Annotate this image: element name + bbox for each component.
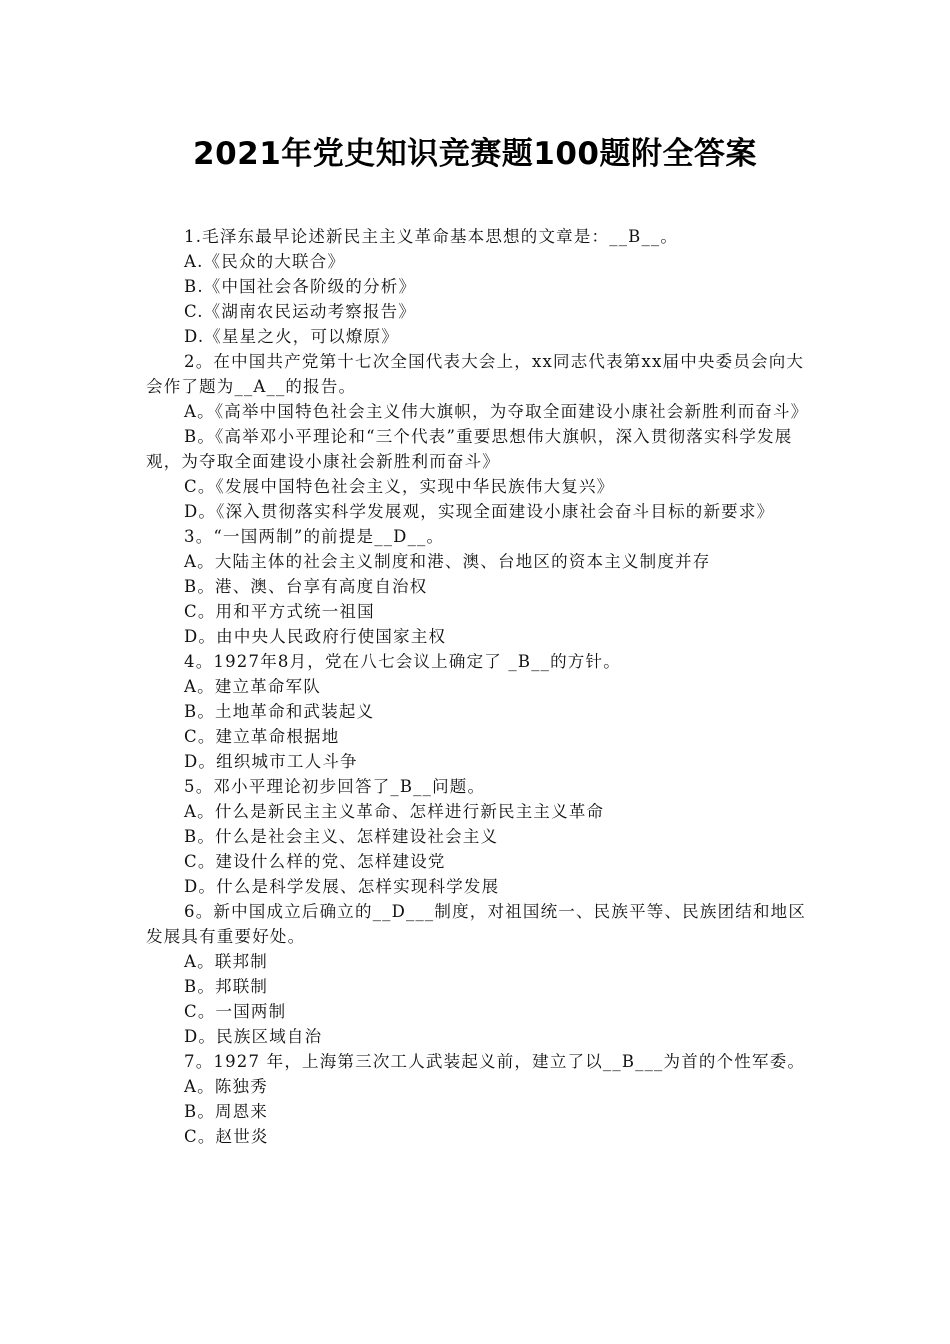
document-line: A。什么是新民主主义革命、怎样进行新民主主义革命 bbox=[184, 802, 605, 821]
document-line: C.《湖南农民运动考察报告》 bbox=[184, 302, 417, 321]
document-line: D。《深入贯彻落实科学发展观，实现全面建设小康社会奋斗目标的新要求》 bbox=[184, 502, 775, 521]
document-line: C。用和平方式统一祖国 bbox=[184, 602, 375, 621]
document-body bbox=[146, 224, 808, 1149]
document-line: 7。1927 年，上海第三次工人武装起义前，建立了以__B___为首的个性军委。 bbox=[184, 1052, 806, 1071]
document-line: C。《发展中国特色社会主义，实现中华民族伟大复兴》 bbox=[184, 477, 615, 496]
document-line: B。港、澳、台享有高度自治权 bbox=[184, 577, 428, 596]
document-line: B。什么是社会主义、怎样建设社会主义 bbox=[184, 827, 499, 846]
document-line: 4。1927年8月，党在八七会议上确定了 _B__的方针。 bbox=[184, 652, 621, 671]
document-line: 1.毛泽东最早论述新民主主义革命基本思想的文章是：__B__。 bbox=[184, 227, 679, 246]
document-line: C。建立革命根据地 bbox=[184, 727, 340, 746]
document-line: B.《中国社会各阶级的分析》 bbox=[184, 277, 417, 296]
document-line: C。一国两制 bbox=[184, 1002, 287, 1021]
document-line: B。周恩来 bbox=[184, 1102, 269, 1121]
document-title: 2021年党史知识竞赛题100题附全答案 bbox=[193, 136, 757, 172]
document-line: 3。“一国两制”的前提是__D__。 bbox=[184, 527, 445, 546]
document-line: D。由中央人民政府行使国家主权 bbox=[184, 627, 447, 646]
document-line: B。《高举邓小平理论和“三个代表”重要思想伟大旗帜，深入贯彻落实科学发展观，为夺取全面建设小康社会新胜利而奋斗》 bbox=[146, 427, 793, 471]
document-line: A。联邦制 bbox=[184, 952, 268, 971]
document-line: C。建设什么样的党、怎样建设党 bbox=[184, 852, 446, 871]
document-line: A。《高举中国特色社会主义伟大旗帜，为夺取全面建设小康社会新胜利而奋斗》 bbox=[184, 402, 809, 421]
document-line: D。组织城市工人斗争 bbox=[184, 752, 358, 771]
document-line: 6。新中国成立后确立的__D___制度，对祖国统一、民族平等、民族团结和地区发展具有重要好处。 bbox=[146, 902, 807, 946]
document-line: 2。在中国共产党第十七次全国代表大会上，xx同志代表第xx届中央委员会向大会作了题为__A__的报告。 bbox=[146, 352, 805, 396]
document-line: A。大陆主体的社会主义制度和港、澳、台地区的资本主义制度并存 bbox=[184, 552, 711, 571]
document-line: D。什么是科学发展、怎样实现科学发展 bbox=[184, 877, 500, 896]
document-line: C。赵世炎 bbox=[184, 1127, 269, 1146]
document-line: D。民族区域自治 bbox=[184, 1027, 323, 1046]
document-line: A。建立革命军队 bbox=[184, 677, 322, 696]
document-line: B。邦联制 bbox=[184, 977, 269, 996]
document-line: A.《民众的大联合》 bbox=[184, 252, 346, 271]
document-line: D.《星星之火，可以燎原》 bbox=[184, 327, 399, 346]
document-line: A。陈独秀 bbox=[184, 1077, 268, 1096]
document-line: 5。邓小平理论初步回答了_B__问题。 bbox=[184, 777, 486, 796]
document-line: B。土地革命和武装起义 bbox=[184, 702, 375, 721]
